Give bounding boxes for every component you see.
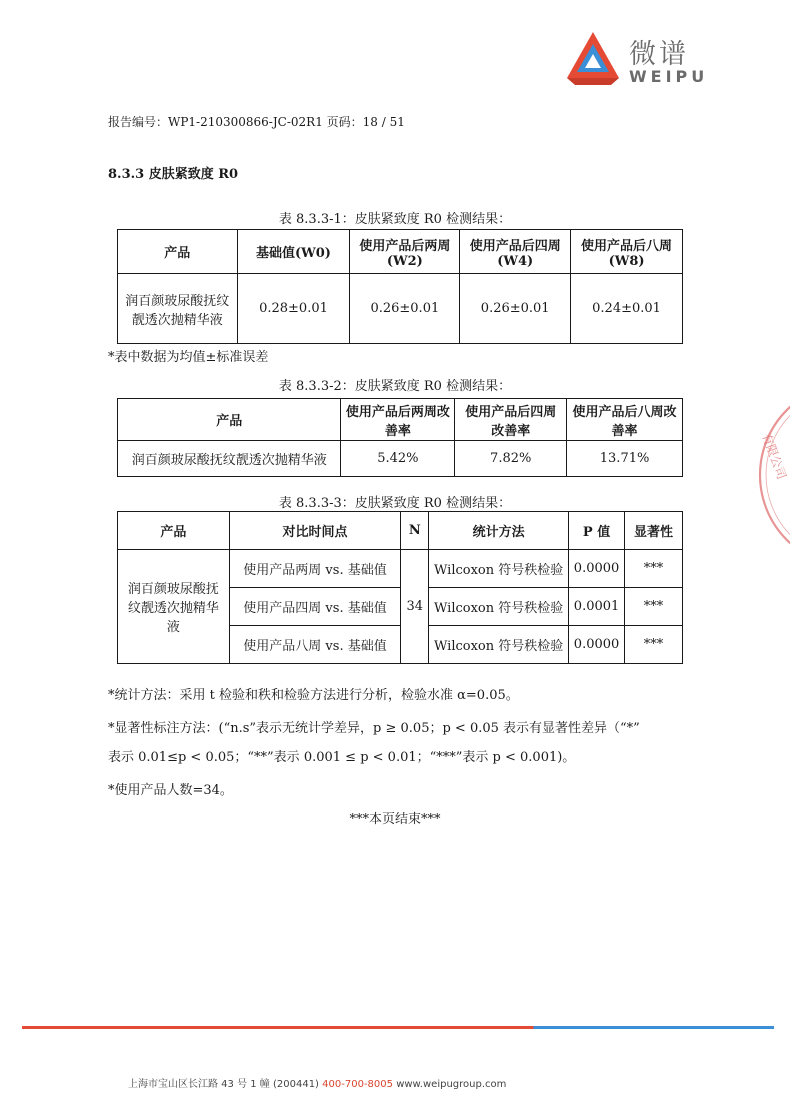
table1-w4-cell: 0.26±0.01 [460,274,571,344]
table3-p-cell: 0.0001 [569,588,625,626]
table3-caption: 表 8.3.3-3：皮肤紧致度 R0 检测结果： [278,496,512,511]
table1-product-cell: 润百颜玻尿酸抚纹靓透次抛精华液 [118,274,238,344]
table3-method-cell: Wilcoxon 符号秩检验 [429,626,569,664]
table2-header-product: 产品 [118,399,341,441]
table3-method-cell: Wilcoxon 符号秩检验 [429,588,569,626]
table3-header-method: 统计方法 [429,512,569,550]
table3-header-p: P 值 [569,512,625,550]
table2-header-w2: 使用产品后两周改善率 [341,399,455,441]
table2-w8-cell: 13.71% [567,441,683,477]
footer-website[interactable]: www.weipugroup.com [396,1079,507,1090]
table3-time-cell: 使用产品四周 vs. 基础值 [229,588,401,626]
table1-note: *表中数据为均值±标准误差 [108,350,269,365]
table1 [117,229,683,344]
table-row [118,441,683,477]
significance-note-line2: 表示 0.01≤p < 0.05；“**”表示 0.001 ≤ p < 0.01；“***”表示 p < 0.001)。 [108,750,576,765]
significance-note-line1: *显著性标注方法：(“n.s”表示无统计学差异，p ≥ 0.05；p < 0.05 表示有显著性差异（“*” [108,721,640,736]
footer-address: 上海市宝山区长江路 43 号 1 幢 (200441) [128,1079,319,1090]
table-row [118,274,683,344]
table-row [118,550,683,588]
participant-count-note: *使用产品人数=34。 [108,783,233,798]
table3-p-cell: 0.0000 [569,550,625,588]
table3-product-cell: 润百颜玻尿酸抚纹靓透次抛精华液 [118,550,230,664]
company-logo [565,30,715,92]
table3-sig-cell: *** [625,626,683,664]
table1-header-w2: 使用产品后两周(W2) [350,230,460,274]
weipu-logo-icon [565,30,621,86]
table3-method-cell: Wilcoxon 符号秩检验 [429,550,569,588]
table3-sig-cell: *** [625,588,683,626]
page-end-marker: ***本页结束*** [349,812,441,827]
table1-header-row [118,230,683,274]
logo-chinese-text: 微谱 [629,39,689,70]
table3-n-cell: 34 [401,550,429,664]
table2-w2-cell: 5.42% [341,441,455,477]
stamp-text: 有限公司 [759,431,789,482]
table2-caption: 表 8.3.3-2：皮肤紧致度 R0 检测结果： [278,379,512,394]
table1-header-w8: 使用产品后八周(W8) [571,230,683,274]
seal-stamp-icon [742,380,790,570]
footer-divider [22,1026,774,1029]
table1-w8-cell: 0.24±0.01 [571,274,683,344]
table1-w2-cell: 0.26±0.01 [350,274,460,344]
section-title: 8.3.3 皮肤紧致度 R0 [108,167,239,182]
table3-header-sig: 显著性 [625,512,683,550]
table3-header-product: 产品 [118,512,230,550]
logo-english-text: WEIPU [629,67,709,86]
table3-time-cell: 使用产品八周 vs. 基础值 [229,626,401,664]
table1-w0-cell: 0.28±0.01 [237,274,350,344]
table3 [117,511,683,664]
table2-w4-cell: 7.82% [455,441,567,477]
table3-p-cell: 0.0000 [569,626,625,664]
table2-header-w8: 使用产品后八周改善率 [567,399,683,441]
report-number: 报告编号：WP1-210300866-JC-02R1 页码：18 / 51 [108,115,405,129]
footer-contact [128,1075,506,1090]
table1-header-w4: 使用产品后四周(W4) [460,230,571,274]
table1-header-product: 产品 [118,230,238,274]
table2 [117,398,683,477]
table3-header-n: N [401,512,429,550]
footer-phone: 400-700-8005 [322,1079,393,1090]
table3-sig-cell: *** [625,550,683,588]
table2-header-w4: 使用产品后四周改善率 [455,399,567,441]
table3-header-time: 对比时间点 [229,512,401,550]
table3-header-row [118,512,683,550]
table2-product-cell: 润百颜玻尿酸抚纹靓透次抛精华液 [118,441,341,477]
table3-time-cell: 使用产品两周 vs. 基础值 [229,550,401,588]
stat-method-note: *统计方法：采用 t 检验和秩和检验方法进行分析，检验水准 α=0.05。 [108,688,519,703]
table1-header-w0: 基础值(W0) [237,230,350,274]
table1-caption: 表 8.3.3-1：皮肤紧致度 R0 检测结果： [278,212,512,227]
table2-header-row [118,399,683,441]
